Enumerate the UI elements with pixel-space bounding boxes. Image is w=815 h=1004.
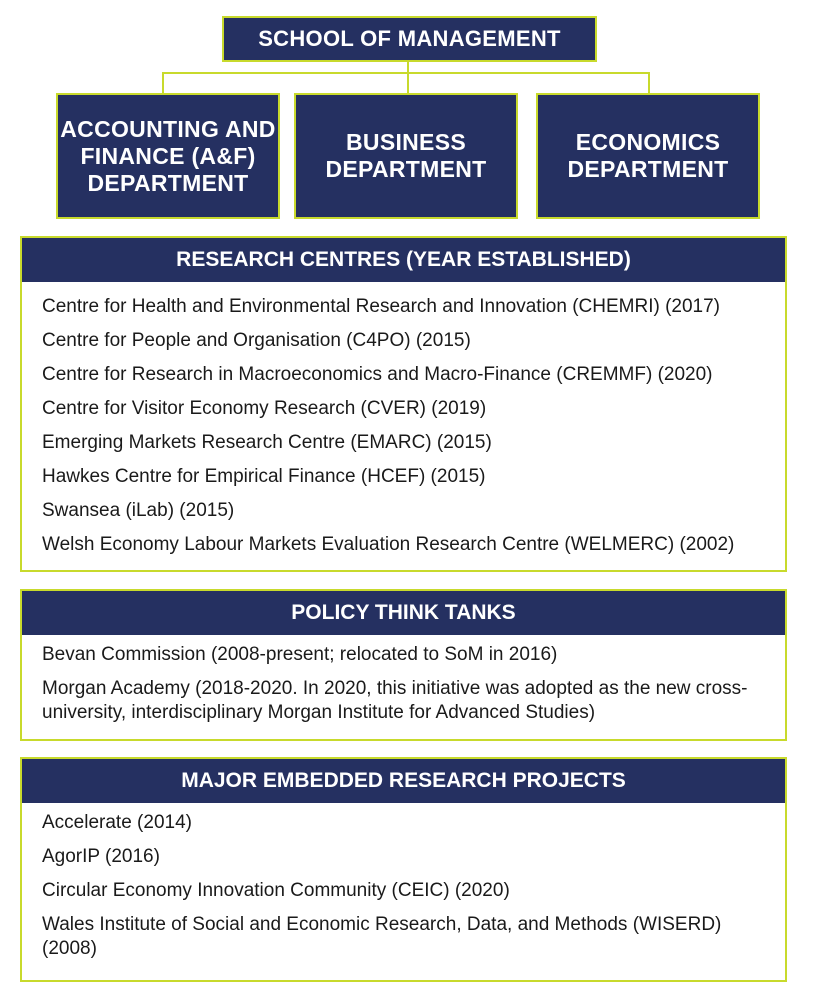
connector-right xyxy=(648,72,650,94)
research-centres-list xyxy=(22,282,785,562)
department-box-af xyxy=(56,93,280,219)
list-item: AgorIP (2016) xyxy=(42,846,160,867)
list-item: Centre for People and Organisation (C4PO) (2015) xyxy=(42,330,471,351)
policy-think-tanks-list xyxy=(22,635,785,725)
section-heading: POLICY THINK TANKS xyxy=(22,591,785,635)
policy-think-tanks-section xyxy=(20,589,787,741)
department-label: ECONOMICS DEPARTMENT xyxy=(567,129,729,182)
list-item: Welsh Economy Labour Markets Evaluation Research Centre (WELMERC) (2002) xyxy=(42,534,735,555)
department-box-economics xyxy=(536,93,760,219)
section-heading: MAJOR EMBEDDED RESEARCH PROJECTS xyxy=(22,759,785,803)
connector-vertical-main xyxy=(407,62,409,94)
major-projects-section xyxy=(20,757,787,982)
list-item: Centre for Research in Macroeconomics and Macro-Finance (CREMMF) (2020) xyxy=(42,364,713,385)
list-item: Hawkes Centre for Empirical Finance (HCEF) (2015) xyxy=(42,466,486,487)
list-item: Bevan Commission (2008-present; relocated to SoM in 2016) xyxy=(42,644,558,665)
list-item: Morgan Academy (2018-2020. In 2020, this initiative was adopted as the new cross-university, interdisciplinary Morgan Institute for Advanced Studies) xyxy=(42,678,748,723)
list-item: Accelerate (2014) xyxy=(42,812,192,833)
list-item: Centre for Health and Environmental Research and Innovation (CHEMRI) (2017) xyxy=(42,296,720,317)
list-item: Circular Economy Innovation Community (CEIC) (2020) xyxy=(42,880,510,901)
list-item: Wales Institute of Social and Economic Research, Data, and Methods (WISERD) (2008) xyxy=(42,914,722,959)
list-item: Swansea (iLab) (2015) xyxy=(42,500,235,521)
school-title-box xyxy=(222,16,597,62)
list-item: Centre for Visitor Economy Research (CVER) (2019) xyxy=(42,398,487,419)
connector-horizontal xyxy=(162,72,650,74)
research-centres-section xyxy=(20,236,787,572)
major-projects-list xyxy=(22,803,785,961)
list-item: Emerging Markets Research Centre (EMARC) (2015) xyxy=(42,432,492,453)
department-label: BUSINESS DEPARTMENT xyxy=(325,129,487,182)
connector-left xyxy=(162,72,164,94)
department-label: ACCOUNTING AND FINANCE (A&F) DEPARTMENT xyxy=(60,115,276,196)
department-box-business xyxy=(294,93,518,219)
school-title: SCHOOL OF MANAGEMENT xyxy=(258,26,561,51)
section-heading: RESEARCH CENTRES (YEAR ESTABLISHED) xyxy=(22,238,785,282)
